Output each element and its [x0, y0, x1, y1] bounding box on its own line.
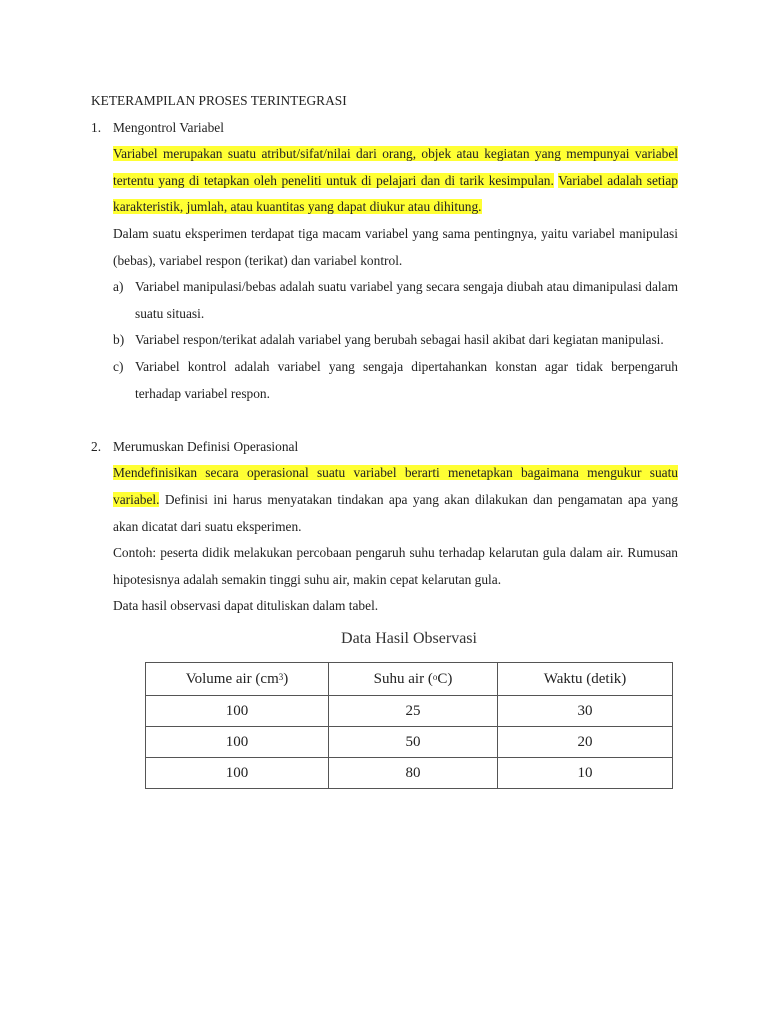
section-number: 2. [91, 438, 102, 454]
highlighted-text: Mendefinisikan secara operasional suatu variabel berarti menetapkan bagaimana mengukur suatu variabel. [113, 465, 678, 507]
table-row [146, 757, 673, 788]
section-body-1 [113, 141, 678, 407]
variable-types-paragraph: Dalam suatu eksperimen terdapat tiga macam variabel yang sama pentingnya, yaitu variabel manipulasi (bebas), variabel respon (terikat) dan variabel kontrol. [113, 225, 678, 268]
column-header-time: Waktu (detik) [498, 662, 673, 695]
list-item-text: Variabel manipulasi/bebas adalah suatu variabel yang secara sengaja diubah atau dimanipulasi dalam suatu situasi. [135, 279, 678, 321]
list-item-label: c) [113, 358, 124, 374]
table-cell: 25 [329, 695, 498, 726]
table-caption: Data Hasil Observasi [341, 629, 477, 647]
observation-table-container [145, 628, 673, 789]
table-cell: 50 [329, 726, 498, 757]
paragraph-text: Definisi ini harus menyatakan tindakan apa yang akan dilakukan dan pengamatan apa yang akan dicatat dari suatu eksperimen. [113, 491, 678, 534]
superscript: o [432, 671, 438, 682]
operational-definition-paragraph [113, 460, 678, 540]
list-item-text: Variabel respon/terikat adalah variabel yang berubah sebagai hasil akibat dari kegiatan manipulasi. [135, 332, 664, 348]
section-heading-1 [91, 115, 678, 142]
highlighted-text: Variabel adalah setiap karakteristik, jumlah, atau kuantitas yang dapat diukur atau dihitung. [113, 172, 679, 215]
table-intro: Data hasil observasi dapat dituliskan dalam tabel. [113, 598, 379, 614]
table-cell: 100 [146, 726, 329, 757]
section-heading-text: Merumuskan Definisi Operasional [113, 438, 299, 454]
list-item-label: b) [113, 332, 125, 348]
column-header-temperature [329, 662, 498, 695]
superscript: 3 [278, 671, 284, 682]
definition-paragraph [113, 141, 678, 221]
table-cell: 30 [498, 695, 673, 726]
header-text: C) [437, 670, 453, 687]
column-header-volume [146, 662, 329, 695]
header-text: ) [283, 670, 289, 687]
section-heading-2 [91, 434, 678, 461]
section-number: 1. [91, 119, 102, 135]
table-cell: 20 [498, 726, 673, 757]
table-cell: 10 [498, 757, 673, 788]
list-item-label: a) [113, 279, 124, 295]
list-item-text: Variabel kontrol adalah variabel yang sengaja dipertahankan konstan agar tidak berpengaruh terhadap variabel respon. [135, 358, 678, 401]
section-heading-text: Mengontrol Variabel [113, 119, 224, 135]
table-row [146, 726, 673, 757]
table-row [146, 695, 673, 726]
list-item [113, 327, 678, 354]
table-header-row [146, 662, 673, 695]
document-page [91, 88, 678, 789]
table-cell: 80 [329, 757, 498, 788]
table-cell: 100 [146, 757, 329, 788]
table-cell: 100 [146, 695, 329, 726]
document-title: KETERAMPILAN PROSES TERINTEGRASI [91, 93, 347, 108]
section-body-2 [113, 460, 678, 620]
header-text: Volume air (cm [185, 670, 279, 687]
observation-table [145, 662, 673, 789]
header-text: Suhu air ( [373, 670, 433, 687]
list-item [113, 354, 678, 407]
list-item [113, 274, 678, 327]
spacer [91, 407, 678, 434]
example-paragraph: Contoh: peserta didik melakukan percobaan pengaruh suhu terhadap kelarutan gula dalam air. Rumusan hipotesisnya adalah semakin tinggi suhu air, makin cepat kelarutan gula. [113, 545, 678, 587]
highlighted-text: Variabel merupakan suatu atribut/sifat/nilai dari orang, objek atau kegiatan yang mempunyai variabel tertentu yang di tetapkan oleh peneliti untuk di pelajari dan di tarik kesimpulan. [113, 146, 678, 188]
